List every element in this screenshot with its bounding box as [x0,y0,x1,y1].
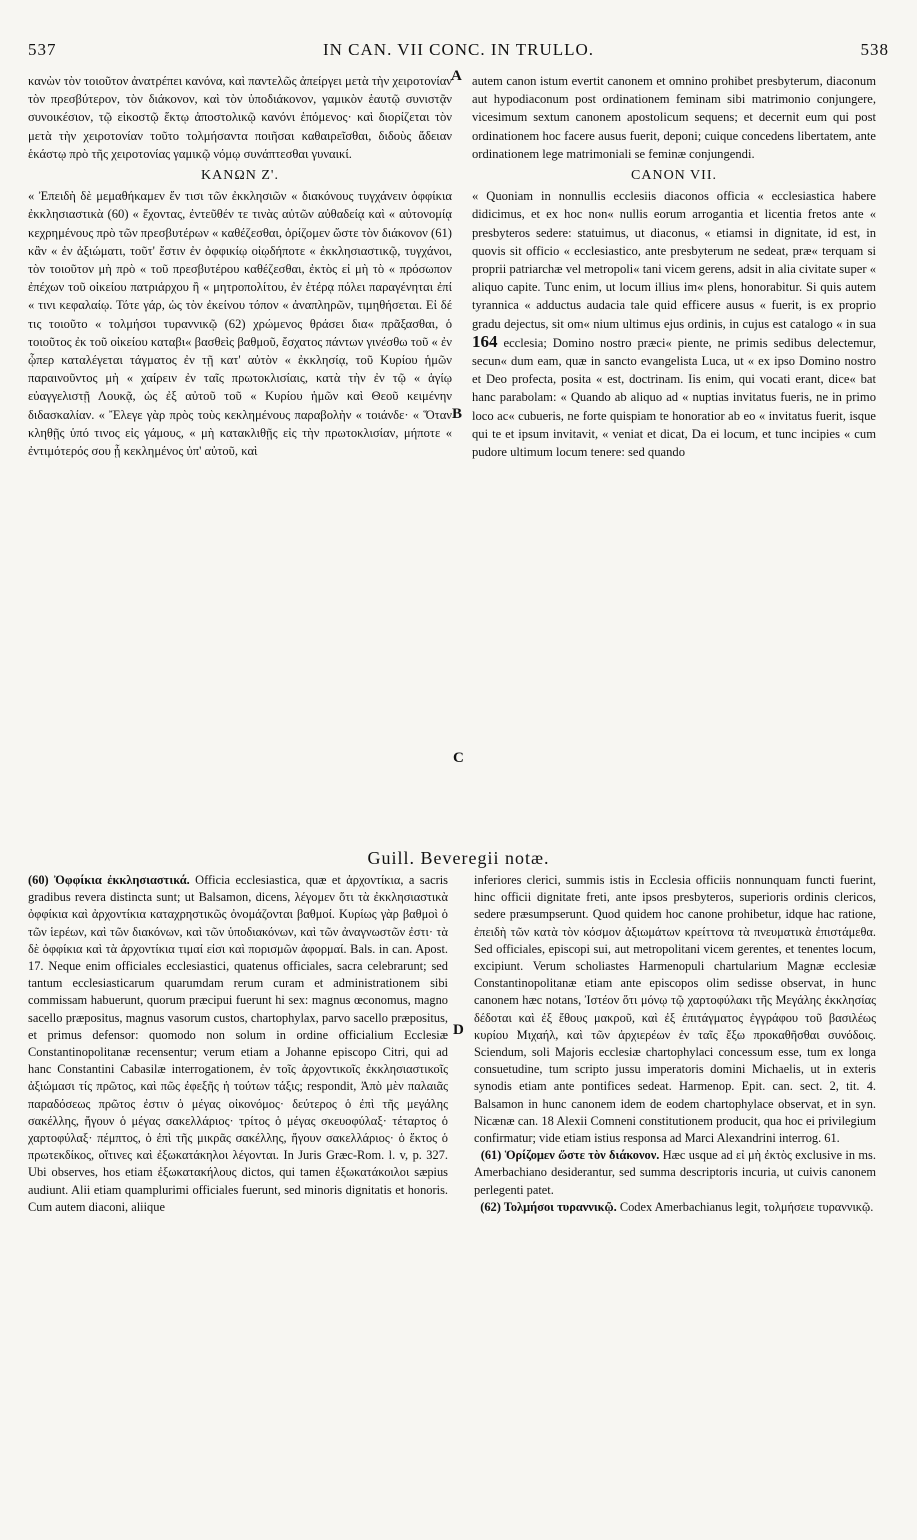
latin-canon-text-a: « Quoniam in nonnullis ecclesiis diaconos officia « ecclesiastica habere didicimus, et ex hoc non« nullis eorum arrogantia et licentia fretos ante « presbyteros sedere: statuimus, ut diaconus, « etiamsi in dignitate, id est, in quovis sit officio « ecclesiastico, ante presbyterum ne sedeat, præ« terquam si proprii patriarchæ vel metropoli« tani vicem gerens, adsit in alia civitate super « aliquo capite. Tunc enim, ut locum illius im« plens, honorabitur. Si quis autem tyrannica « adductus audacia tale quid efficere ausus « fuerit, is ex proprio gradu dejectus, sit om« nium ultimus ejus ordinis, in cujus est catalogo « in sua [472,189,876,331]
running-title: IN CAN. VII CONC. IN TRULLO. [322,40,595,59]
page-number-left: 537 [28,40,57,59]
latin-canon-text [472,187,876,461]
note-60-continued: inferiores clerici, summis istis in Ecclesia officiis nonnunquam functi fuerint, hinc officii dignitate freti, ante ipsos presbyteros, superioris ordinis clericos, sedere præsumpserunt. Quod quidem hoc canone prohibetur, idque hac ratione, ἐπειδὴ τῶν κατὰ τὸν κόσμον ἀξιωμάτων κρείττονα τὰ πνευματικὰ ἐπιστάμεθα. Sed officiales, episcopi sui, aut metropolitani vicem gerentes, et tenentes locum, excipiunt. Verum scholiastes Harmenopuli chartularium Magnæ ecclesiæ Constantinopolitanæ etiam ante episcopos olim sedisse observat, in hunc canonem hæc notans, Ἰστέον ὅτι μόνῳ τῷ χαρτοφύλακι τῆς Μεγάλης ἐκκλησίας δέδοται καὶ ἐξ ἔθους μακροῦ, καὶ ἐξ ἐπιτάγματος ἐγγράφου τοῦ βασιλέως κυρίου Μιχαήλ, καὶ τῶν ἀρχιερέων ἐν ταῖς ἔξω προκαθῆσθαι συνόδοις. Sciendum, soli Majoris ecclesiæ chartophylaci concessum esse, tum ex longa consuetudine, tum scripto jussu imperatoris domini Michaelis, ut in exteris synodis etiam ante pontifices sedeat. Harmenop. Epit. can. sect. 2, tit. 4. Balsamon in hunc canonem idem de eodem chartophylace observat, et in syn. Nicænæ can. 18 Alexii Comneni constitutionem producit, qua hoc ei privilegium confirmatur; vide etiam istius responsa ad Marci Alexandrini interrog. 61. [474,873,876,1146]
greek-intro-paragraph: κανὼν τὸν τοιοῦτον ἀνατρέπει κανόνα, καὶ παντελῶς ἀπείργει μετὰ τὴν χειροτονίαν τὸν πρεσβύτερον, τὸν διάκονον, καὶ τὸν ὑποδιάκονον, γαμικὸν ἑαυτῷ συνιστᾷν συνοικέσιον, τῷ εἰκοστῷ ἕκτῳ ἀποστολικῷ κανόνι ἑπόμενος· καὶ διορίζεται τὸν μετὰ τὴν χειροτονίαν τοῦτο τολμήσαντα ποιῆσαι καθαιρεῖσθαι, διδοὺς ἄδειαν ἑκάστῳ πρὸ τῆς χειροτονίας γαμικῷ νόμῳ συνάπτεσθαι γυναικί. [28,74,452,161]
note-62-text: Codex Amerbachianus legit, τολμήσειε τυραννικῷ. [619,1199,874,1214]
note-62 [474,1199,876,1216]
margin-mark-c: C [453,750,464,766]
notes-right-column [474,872,876,1216]
note-60 [28,872,448,1216]
latin-column [472,72,876,461]
note-61-lead: (61) Ὁρίζομεν ὥστε τὸν διάκονον. [480,1148,660,1163]
margin-mark-d: D [453,1022,464,1038]
margin-mark-b: B [452,406,463,422]
latin-canon-title: CANON VII. [631,168,717,184]
note-61 [474,1147,876,1199]
margin-mark-a: A [451,68,462,84]
greek-canon-text: « Ἐπειδὴ δὲ μεμαθήκαμεν ἔν τισι τῶν ἐκκλησιῶν « διακόνους τυγχάνειν ὀφφίκια ἐκκλησιαστικὰ (60) « ἔχοντας, ἐντεῦθέν τε τινὰς αὐτῶν αὐθαδείᾳ καὶ « αὐτονομίᾳ κεχρημένους πρὸ τῶν πρεσβυτέρων « καθέζεσθαι, ὁρίζομεν ὥστε τὸν διάκονον (61) κἂν « ἐν ἀξιώματι, τοῦτ' ἔστιν ἐν ὀφφικίῳ οἱῳδήποτε « ἐκκλησιαστικῷ, τυγχάνοι, τὸν τοιοῦτον μὴ πρὸ « τοῦ πρεσβυτέρου καθέζεσθαι, ἐκτὸς εἰ μὴ τὸ « πρόσωπον ἐπέχων τοῦ οἰκείου πατριάρχου ἢ « μητροπολίτου, ἐν ἑτέρᾳ πόλει παραγένηται ἐπί « τινι κεφαλαίῳ. Τότε γάρ, ὡς τὸν ἐκείνου τόπον « ἀναπληρῶν, τιμηθήσεται. Εἰ δέ τις τοιοῦτο « τολμήσοι τυραννικῷ (62) χρώμενος θράσει δια« πρᾶξασθαι, ὁ τοιοῦτος ἐκ τοῦ οἰκείου καταβι« βασθεὶς βαθμοῦ, ἔσχατος πάντων γινέσθω τοῦ « ἐν ᾧπερ καταλέγεται τάγματος ἐν τῇ κατ' αὐτὸν « ἐκκλησίᾳ, τοῦ Κυρίου ἡμῶν παραινοῦντος μὴ « χαίρειν ἐν ταῖς πρωτοκλισίαις, κατὰ τὴν ἐν τῷ « ἁγίῳ εὐαγγελιστῇ Λουκᾷ, ὡς ἐξ αὐτοῦ τοῦ « Κυρίου ἡμῶν καὶ Θεοῦ κειμένην διδασκαλίαν. « Ἔλεγε γὰρ πρὸς τοὺς κεκλημένους παραβολὴν « τοιάνδε· « Ὅταν κληθῇς ὑπό τινος εἰς γάμους, « μὴ κατακλιθῇς εἰς τὴν πρωτοκλισίαν, μήποτε « ἐντιμότερός σου ᾖ κεκλημένος ὑπ' αὐτοῦ, καὶ [28,189,452,459]
note-62-lead: (62) Τολμήσοι τυραννικῷ. [480,1199,617,1214]
notes-heading: Guill. Beveregii notæ. [367,848,550,868]
greek-canon-title: ΚΑΝΩΝ Ζ'. [201,168,279,184]
greek-column [28,72,452,460]
latin-canon-text-b: ecclesia; Domino nostro præci« piente, ne primis sedibus delectemur, secun« dum eam, quæ in sancto evangelista Luca, ut « ex ipso Domino nostro et Deo profecta, posita « est, doctrinam. Iis enim, qui vocati erant, dice« bat hanc parabolam: « Quando ab aliquo ad « nuptias invitatus fueris, ne in primo loco ac« cubueris, ne forte quispiam te honoratior ab eo « invitatus fuerit, isque qui te et ipsum invitavit, « veniat et dicat, Da ei locum, et tunc incipies « cum pudore ultimum locum tenere: sed quando [472,335,876,460]
page-number-right: 538 [860,40,889,59]
note-60-text: Officia ecclesiastica, quæ et ἀρχοντίκια, a sacris gradibus revera distincta sunt; ut Balsamon, dicens, λέγομεν ὅτι τὰ ἐκκλησιαστικὰ ὀφφίκια καὶ ἀρχοντίκια καταχρηστικῶς ὀνομάζονται βαθμοί. Κυρίως γὰρ βαθμοὶ ὁ τῶν ἱερέων, καὶ τῶν διακόνων, καὶ τῶν ὑποδιακόνων, καὶ τῶν ἀναγνωστῶν ἐστι· τὰ δὲ ὀφφίκια καὶ τὰ ἀρχοντίκια τιμαί εἰσι καὶ πορισμῶν ἀφορμαί. Bals. in can. Apost. 17. Neque enim officiales ecclesiastici, quatenus officiales, sacra celebrarunt; sed tantum ecclesiasticarum quarumdam rerum curam et administrationem sibi commissam habuerunt, quorum præcipui fuerunt hi sex: magnus œconomus, magno sacello præpositus, magnus vasorum custos, chartophylax, parvo sacello præpositus, et primus defensor: quomodo non solum in ordine officialium Ecclesiæ Constantinopolitanæ recensentur; verum etiam a Johanne episcopo Citri, qui ad hanc Constantini Cabasilæ interrogationem, ἐν τοῖς ἀρχοντικοῖς ἐκκλησιαστικοῖς ἀξιώμασι τίς πρῶτος, καὶ πῶς ἐφεξῆς ἡ τούτων τάξις; respondit, Ἀπὸ μὲν παλαιᾶς παραδόσεως πρῶτος ἐστιν ὁ μέγας οἰκονόμος· δεύτερος ὁ ἐπὶ τῆς μεγάλης σακέλλης, ἤγουν ὁ μέγας σακελλάριος· τρίτος ὁ μέγας σκευοφύλαξ· τέταρτος ὁ χαρτοφύλαξ· πέμπτος, ὁ ἐπὶ τῆς μικρᾶς σακέλλης, ἤγουν σακελλάριος· ὁ ἕκτος ὁ πρωτεκδίκος, οἵτινες καὶ ἐξωκατάκηλοι λέγονται. In Juris Græc-Rom. l. v, p. 327. Ubi observes, hos etiam ἐξωκατακήλους dictos, qui tamen ἐξωκατάκοιλοι sæpius audiunt. Alii etiam quamplurimi officiales fuerunt, sed minoris dignitatis et honoris. Cum autem diaconi, aliique [28,873,448,1214]
note-61-text: Hæc usque ad εἰ μὴ ἐκτὸς exclusive in ms. Amerbachiano desiderantur, sed summa descriptoris incuria, ut cuivis canonem perlegenti patet. [474,1148,876,1197]
notes-left-column [28,872,448,1216]
latin-intro-paragraph: autem canon istum evertit canonem et omnino prohibet presbyterum, diaconum aut hypodiaconum post ordinationem feminam sibi matrimonio conjungere, vicesimum sextum canonem apostolicum sequens; et decernit eum qui post ordinationem hoc facere ausus fuerit, deponi; cuique concedens libertatem, ante ordinationem lege matrimoniali se feminæ conjungendi. [472,74,876,161]
inline-page-number: 164 [472,331,498,351]
running-header [28,40,889,66]
note-60-lead: (60) Ὀφφίκια ἐκκλησιαστικά. [28,873,190,887]
